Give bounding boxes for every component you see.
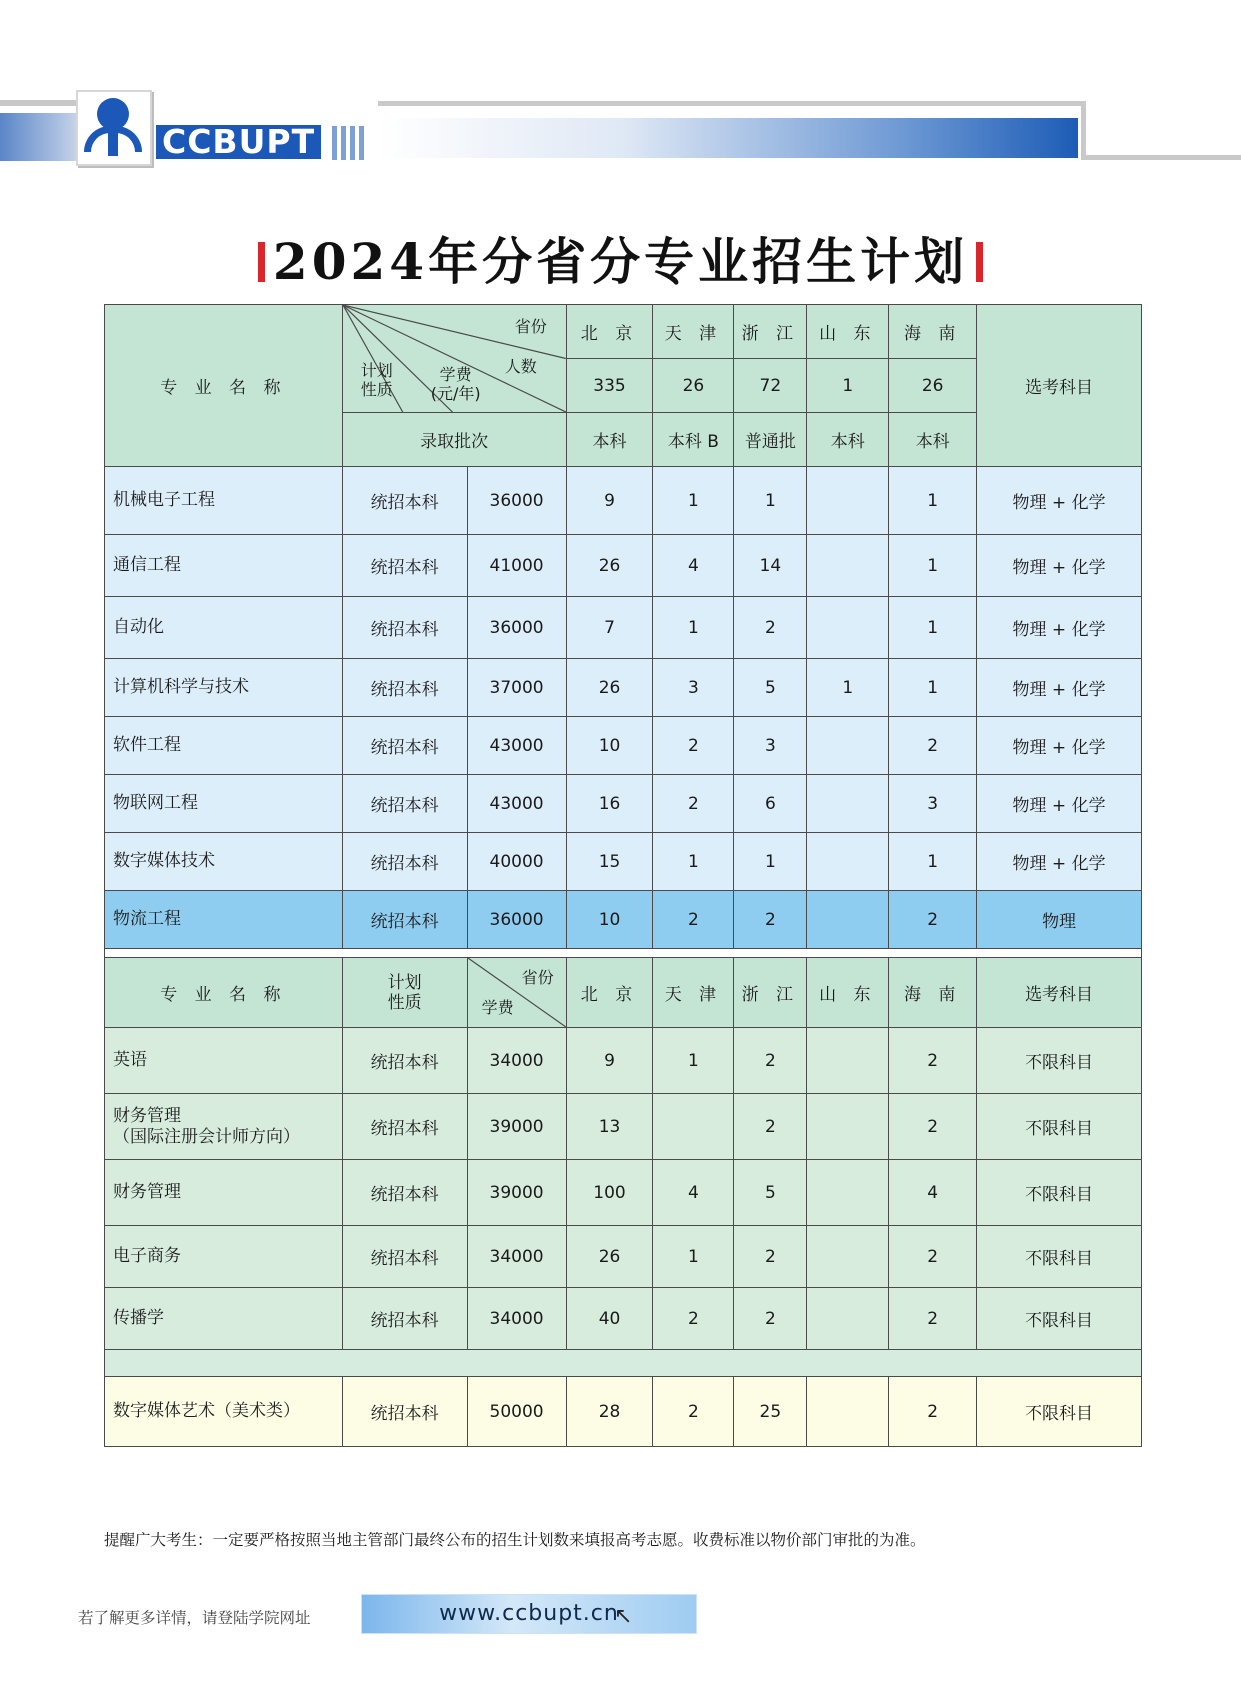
quota-shandong xyxy=(807,1094,889,1160)
required-subjects: 物理 + 化学 xyxy=(977,597,1142,659)
header2-major-name: 专 业 名 称 xyxy=(105,958,343,1028)
quota-tianjin: 1 xyxy=(653,1028,734,1094)
tuition-fee: 34000 xyxy=(467,1028,566,1094)
quota-beijing: 7 xyxy=(566,597,653,659)
header2-province-tianjin: 天 津 xyxy=(653,958,734,1028)
quota-shandong xyxy=(807,833,889,891)
quota-shandong xyxy=(807,1288,889,1350)
plan-nature: 统招本科 xyxy=(342,535,467,597)
quota-beijing: 15 xyxy=(566,833,653,891)
enrollment-plan-table xyxy=(104,304,1142,1447)
major-name: 软件工程 xyxy=(105,717,343,775)
plan-nature: 统招本科 xyxy=(342,833,467,891)
plan-nature: 统招本科 xyxy=(342,1226,467,1288)
major-name: 数字媒体艺术（美术类） xyxy=(105,1377,343,1447)
quota-zhejiang: 14 xyxy=(734,535,807,597)
notice-text: 提醒广大考生：一定要严格按照当地主管部门最终公布的招生计划数来填报高考志愿。收费标准以物价部门审批的为准。 xyxy=(104,1531,926,1549)
tuition-fee: 36000 xyxy=(467,467,566,535)
header2-tuition-label: 学费 xyxy=(481,998,514,1017)
tuition-fee: 36000 xyxy=(467,891,566,949)
logo xyxy=(76,90,152,166)
quota-tianjin: 1 xyxy=(653,1226,734,1288)
header2-province-label: 省份 xyxy=(521,968,554,987)
page-title-text: 2024年分省分专业招生计划 xyxy=(272,232,969,291)
required-subjects: 物理 xyxy=(977,891,1142,949)
plan-nature: 统招本科 xyxy=(342,717,467,775)
more-info-text: 若了解更多详情，请登陆学院网址 xyxy=(78,1609,311,1627)
header2-province-zhejiang: 浙 江 xyxy=(734,958,807,1028)
section-gap xyxy=(105,1350,1142,1377)
required-subjects: 不限科目 xyxy=(977,1160,1142,1226)
quota-hainan: 4 xyxy=(889,1160,977,1226)
header-province-label: 省份 xyxy=(514,317,547,336)
header-province-tianjin: 天 津 xyxy=(653,305,734,359)
required-subjects: 物理 + 化学 xyxy=(977,659,1142,717)
plan-nature: 统招本科 xyxy=(342,467,467,535)
header-total-zhejiang: 72 xyxy=(734,359,807,413)
quota-tianjin: 4 xyxy=(653,1160,734,1226)
table-row xyxy=(105,1094,1142,1160)
tuition-fee: 50000 xyxy=(467,1377,566,1447)
header-batch-beijing: 本科 xyxy=(566,413,653,467)
header-batch-hainan: 本科 xyxy=(889,413,977,467)
quota-zhejiang: 5 xyxy=(734,1160,807,1226)
required-subjects: 物理 + 化学 xyxy=(977,467,1142,535)
quota-tianjin: 1 xyxy=(653,833,734,891)
quota-hainan: 2 xyxy=(889,891,977,949)
page-title xyxy=(0,222,1241,294)
major-name: 物流工程 xyxy=(105,891,343,949)
header-total-shandong: 1 xyxy=(807,359,889,413)
header-province-zhejiang: 浙 江 xyxy=(734,305,807,359)
header-total-hainan: 26 xyxy=(889,359,977,413)
quota-hainan: 3 xyxy=(889,775,977,833)
quota-tianjin: 1 xyxy=(653,597,734,659)
major-name: 自动化 xyxy=(105,597,343,659)
quota-beijing: 10 xyxy=(566,717,653,775)
brand-bars-icon xyxy=(332,126,368,160)
quota-zhejiang: 1 xyxy=(734,833,807,891)
quota-zhejiang: 2 xyxy=(734,1226,807,1288)
plan-nature: 统招本科 xyxy=(342,891,467,949)
title-bar-right xyxy=(976,242,983,282)
quota-beijing: 9 xyxy=(566,1028,653,1094)
quota-shandong xyxy=(807,597,889,659)
header-subjects: 选考科目 xyxy=(977,305,1142,467)
header2-subjects: 选考科目 xyxy=(977,958,1142,1028)
major-name: 传播学 xyxy=(105,1288,343,1350)
quota-shandong xyxy=(807,467,889,535)
plan-nature: 统招本科 xyxy=(342,1028,467,1094)
quota-beijing: 9 xyxy=(566,467,653,535)
header2-diagonal-cell xyxy=(467,958,566,1028)
quota-beijing: 26 xyxy=(566,659,653,717)
tuition-fee: 34000 xyxy=(467,1226,566,1288)
quota-hainan: 1 xyxy=(889,659,977,717)
quota-hainan: 2 xyxy=(889,1226,977,1288)
tuition-fee: 37000 xyxy=(467,659,566,717)
quota-zhejiang: 3 xyxy=(734,717,807,775)
major-name: 电子商务 xyxy=(105,1226,343,1288)
header2-province-shandong: 山 东 xyxy=(807,958,889,1028)
quota-tianjin: 1 xyxy=(653,467,734,535)
quota-zhejiang: 2 xyxy=(734,1094,807,1160)
header-frame-right xyxy=(1081,101,1086,157)
header-province-hainan: 海 南 xyxy=(889,305,977,359)
quota-beijing: 16 xyxy=(566,775,653,833)
header-tuition-label: 学费 (元/年) xyxy=(430,365,481,403)
table-row xyxy=(105,467,1142,535)
quota-zhejiang: 25 xyxy=(734,1377,807,1447)
tuition-fee: 41000 xyxy=(467,535,566,597)
plan-nature: 统招本科 xyxy=(342,1160,467,1226)
quota-beijing: 28 xyxy=(566,1377,653,1447)
header-province-shandong: 山 东 xyxy=(807,305,889,359)
quota-tianjin: 2 xyxy=(653,717,734,775)
table-row xyxy=(105,659,1142,717)
quota-tianjin: 2 xyxy=(653,1288,734,1350)
quota-zhejiang: 2 xyxy=(734,891,807,949)
section-separator xyxy=(105,949,1142,958)
quota-hainan: 2 xyxy=(889,1094,977,1160)
major-name: 计算机科学与技术 xyxy=(105,659,343,717)
quota-shandong: 1 xyxy=(807,659,889,717)
required-subjects: 物理 + 化学 xyxy=(977,833,1142,891)
tuition-fee: 40000 xyxy=(467,833,566,891)
quota-beijing: 40 xyxy=(566,1288,653,1350)
required-subjects: 不限科目 xyxy=(977,1377,1142,1447)
header-frame-top xyxy=(378,101,1085,106)
quota-tianjin xyxy=(653,1094,734,1160)
table-row xyxy=(105,1226,1142,1288)
plan-nature: 统招本科 xyxy=(342,1094,467,1160)
quota-zhejiang: 2 xyxy=(734,1288,807,1350)
quota-shandong xyxy=(807,775,889,833)
quota-shandong xyxy=(807,891,889,949)
header-total-tianjin: 26 xyxy=(653,359,734,413)
header-line-left xyxy=(0,100,80,106)
quota-shandong xyxy=(807,717,889,775)
quota-zhejiang: 2 xyxy=(734,597,807,659)
table-row xyxy=(105,775,1142,833)
header2-province-hainan: 海 南 xyxy=(889,958,977,1028)
header-total-beijing: 335 xyxy=(566,359,653,413)
quota-zhejiang: 1 xyxy=(734,467,807,535)
quota-hainan: 1 xyxy=(889,467,977,535)
quota-beijing: 10 xyxy=(566,891,653,949)
quota-tianjin: 2 xyxy=(653,1377,734,1447)
quota-beijing: 26 xyxy=(566,1226,653,1288)
quota-tianjin: 3 xyxy=(653,659,734,717)
header2-province-beijing: 北 京 xyxy=(566,958,653,1028)
header-batch-zhejiang: 普通批 xyxy=(734,413,807,467)
tuition-fee: 39000 xyxy=(467,1160,566,1226)
major-name: 财务管理 （国际注册会计师方向） xyxy=(105,1094,343,1160)
required-subjects: 物理 + 化学 xyxy=(977,775,1142,833)
major-name: 财务管理 xyxy=(105,1160,343,1226)
required-subjects: 不限科目 xyxy=(977,1288,1142,1350)
plan-nature: 统招本科 xyxy=(342,659,467,717)
table-row xyxy=(105,535,1142,597)
quota-hainan: 1 xyxy=(889,535,977,597)
header-diagonal-cell xyxy=(342,305,566,413)
table-row xyxy=(105,1160,1142,1226)
quota-shandong xyxy=(807,1160,889,1226)
plan-nature: 统招本科 xyxy=(342,1288,467,1350)
table-row xyxy=(105,1028,1142,1094)
plan-nature: 统招本科 xyxy=(342,775,467,833)
table-row xyxy=(105,1377,1142,1447)
quota-beijing: 26 xyxy=(566,535,653,597)
table-row xyxy=(105,891,1142,949)
required-subjects: 物理 + 化学 xyxy=(977,717,1142,775)
required-subjects: 不限科目 xyxy=(977,1028,1142,1094)
plan-nature: 统招本科 xyxy=(342,597,467,659)
required-subjects: 不限科目 xyxy=(977,1226,1142,1288)
quota-beijing: 13 xyxy=(566,1094,653,1160)
header-band xyxy=(378,118,1078,158)
header-province-beijing: 北 京 xyxy=(566,305,653,359)
quota-hainan: 2 xyxy=(889,717,977,775)
cursor-arrow-icon: ↖ xyxy=(614,1604,633,1629)
quota-beijing: 100 xyxy=(566,1160,653,1226)
title-bar-left xyxy=(258,242,265,282)
header-band-left xyxy=(0,113,80,161)
quota-zhejiang: 6 xyxy=(734,775,807,833)
quota-hainan: 2 xyxy=(889,1028,977,1094)
quota-tianjin: 4 xyxy=(653,535,734,597)
required-subjects: 不限科目 xyxy=(977,1094,1142,1160)
required-subjects: 物理 + 化学 xyxy=(977,535,1142,597)
major-name: 通信工程 xyxy=(105,535,343,597)
header-people-label: 人数 xyxy=(504,357,537,376)
quota-shandong xyxy=(807,535,889,597)
tuition-fee: 43000 xyxy=(467,775,566,833)
quota-tianjin: 2 xyxy=(653,891,734,949)
logo-stem-icon xyxy=(108,130,118,156)
header2-plan-nature: 计划 性质 xyxy=(342,958,467,1028)
table-row xyxy=(105,1288,1142,1350)
header-plan-nature-label: 计划 性质 xyxy=(360,361,393,399)
major-name: 机械电子工程 xyxy=(105,467,343,535)
quota-hainan: 1 xyxy=(889,833,977,891)
table-row xyxy=(105,833,1142,891)
quota-hainan: 2 xyxy=(889,1377,977,1447)
tuition-fee: 39000 xyxy=(467,1094,566,1160)
header-frame-tail xyxy=(1081,155,1241,160)
tuition-fee: 36000 xyxy=(467,597,566,659)
quota-tianjin: 2 xyxy=(653,775,734,833)
plan-nature: 统招本科 xyxy=(342,1377,467,1447)
website-url[interactable]: www.ccbupt.cn xyxy=(439,1601,619,1626)
tuition-fee: 43000 xyxy=(467,717,566,775)
major-name: 物联网工程 xyxy=(105,775,343,833)
header-admission-batch: 录取批次 xyxy=(342,413,566,467)
table-row xyxy=(105,597,1142,659)
website-url-bar[interactable] xyxy=(361,1594,697,1634)
quota-shandong xyxy=(807,1226,889,1288)
quota-shandong xyxy=(807,1028,889,1094)
quota-shandong xyxy=(807,1377,889,1447)
quota-zhejiang: 5 xyxy=(734,659,807,717)
major-name: 数字媒体技术 xyxy=(105,833,343,891)
header-major-name: 专 业 名 称 xyxy=(105,305,343,467)
quota-hainan: 1 xyxy=(889,597,977,659)
quota-zhejiang: 2 xyxy=(734,1028,807,1094)
brand-name: CCBUPT xyxy=(156,125,321,159)
table-row xyxy=(105,717,1142,775)
header-batch-shandong: 本科 xyxy=(807,413,889,467)
major-name: 英语 xyxy=(105,1028,343,1094)
tuition-fee: 34000 xyxy=(467,1288,566,1350)
quota-hainan: 2 xyxy=(889,1288,977,1350)
header-batch-tianjin: 本科 B xyxy=(653,413,734,467)
